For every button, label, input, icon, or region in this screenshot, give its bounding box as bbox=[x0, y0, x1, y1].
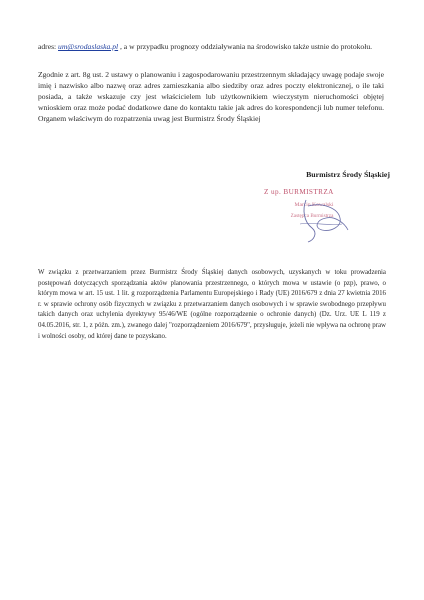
signature-title: Burmistrz Środy Śląskiej bbox=[306, 170, 390, 179]
email-link[interactable]: um@srodaslaska.pl bbox=[58, 42, 119, 51]
address-prefix: adres: bbox=[38, 42, 59, 51]
stamp-name: Marcin Kowalski bbox=[294, 202, 334, 208]
contact-paragraph bbox=[38, 41, 384, 52]
stamp-position: Zastępca Burmistrza bbox=[290, 213, 334, 219]
stamp-authorization: Z up. BURMISTRZA bbox=[264, 188, 334, 196]
address-suffix: , a w przypadku prognozy oddziaływania na środowisko także ustnie do protokołu. bbox=[118, 42, 373, 51]
remarks-paragraph: Zgodnie z art. 8g ust. 2 ustawy o planowaniu i zagospodarowaniu przestrzennym składający uwagę podaje swoje imię i nazwisko albo nazwę oraz adres zamieszkania albo siedziby oraz adres poczty elektronicznej, o ile taki posiada, a także wskazuje czy jest właścicielem lub użytkownikiem wieczystym nieruchomości objętej wnioskiem oraz może podać dodatkowe dane do kontaktu takie jak adres do korespondencji lub numer telefonu. Organem właściwym do rozpatrzenia uwag jest Burmistrz Środy Śląskiej bbox=[38, 70, 384, 123]
handwritten-signature bbox=[292, 196, 352, 244]
gdpr-paragraph: W związku z przetwarzaniem przez Burmistrz Środy Śląskiej danych osobowych, uzyskanych w toku prowadzenia postępowań dotyczących sporządzania aktów planowania przestrzennego, o których mowa w ustawie (o pzp), prawo, o którym mowa w art. 15 ust. 1 lit. g rozporządzenia Parlamentu Europejskiego i Rady (UE) 2016/679 z dnia 27 kwietnia 2016 r. w sprawie ochrony osób fizycznych w związku z przetwarzaniem danych osobowych i w sprawie swobodnego przepływu takich danych oraz uchylenia dyrektywy 95/46/WE (ogólne rozporządzenie o ochronie danych) (Dz. Urz. UE L 119 z 04.05.2016, str. 1, z późn. zm.), zwanego dalej "rozporządzeniem 2016/679", przysługuje, jeżeli nie wpływa na ochronę praw i wolności osoby, od której dane te pozyskano. bbox=[38, 269, 386, 340]
